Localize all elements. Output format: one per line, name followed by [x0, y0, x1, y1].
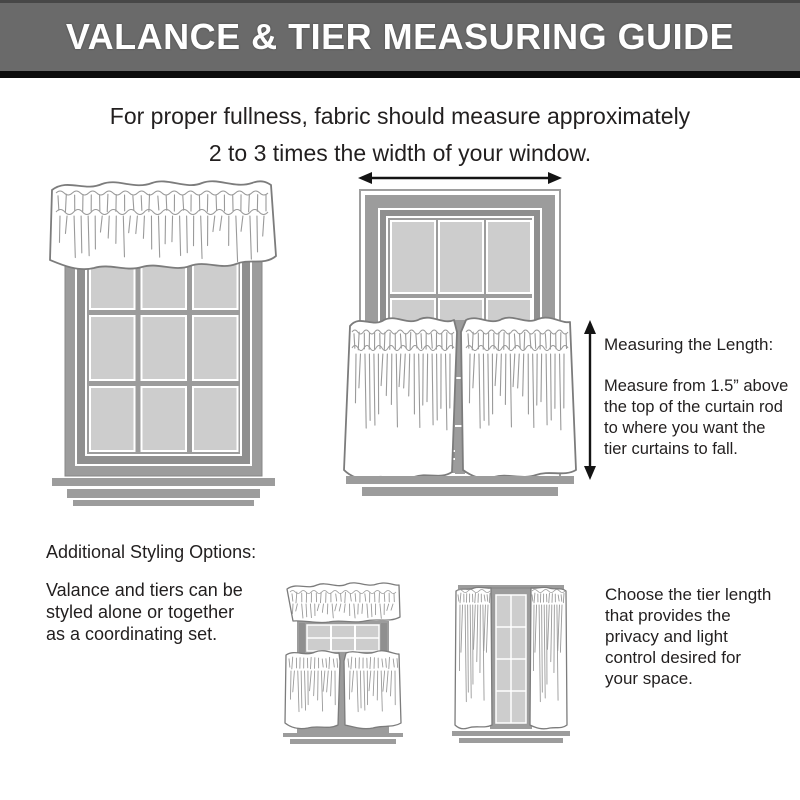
tier-tip-line: that provides the — [605, 606, 731, 625]
tier-curtain-left — [285, 651, 340, 729]
measuring-length-line: tier curtains to fall. — [604, 440, 738, 458]
tier-tip-line: control desired for — [605, 648, 742, 667]
valance — [50, 181, 276, 269]
window-sill — [283, 733, 403, 744]
panel-curtain-left — [455, 587, 492, 729]
measuring-length-line: to where you want the — [604, 419, 766, 437]
measuring-length-line: Measure from 1.5” above — [604, 377, 789, 395]
tier-curtain-right — [344, 651, 401, 729]
measuring-length-heading: Measuring the Length: — [604, 335, 774, 354]
additional-styling-heading: Additional Styling Options: — [46, 542, 257, 562]
measuring-length-line: the top of the curtain rod — [604, 398, 783, 416]
tier-tip-line: Choose the tier length — [605, 585, 772, 604]
styling-line: Valance and tiers can be — [46, 580, 243, 600]
additional-styling-text — [46, 579, 243, 645]
banner-underline — [0, 71, 800, 78]
styling-line: styled alone or together — [46, 602, 235, 622]
window-sill — [346, 476, 574, 496]
valance — [287, 583, 400, 623]
coordinating-set-illustration — [283, 577, 403, 747]
valance-window-illustration — [40, 170, 280, 510]
panel-curtains-illustration — [452, 579, 570, 747]
length-arrow — [584, 320, 596, 480]
panel-curtain-right — [530, 587, 567, 729]
tier-curtain-right — [461, 318, 576, 479]
measuring-length-block — [604, 334, 800, 460]
tier-tip-line: your space. — [605, 669, 693, 688]
width-arrow — [358, 172, 562, 184]
intro-text — [0, 98, 800, 172]
window-sill — [52, 478, 275, 506]
styling-line: as a coordinating set. — [46, 624, 218, 644]
window-sill — [452, 731, 570, 743]
intro-line: 2 to 3 times the width of your window. — [208, 140, 592, 166]
tier-curtain-left — [344, 318, 457, 479]
tier-window-illustration — [340, 164, 600, 508]
header-banner — [0, 0, 800, 71]
tier-tip-line: privacy and light — [605, 627, 728, 646]
page-title: VALANCE & TIER MEASURING GUIDE — [65, 16, 735, 57]
intro-line: For proper fullness, fabric should measure approximately — [109, 103, 691, 129]
tier-length-tip-text — [605, 584, 800, 689]
